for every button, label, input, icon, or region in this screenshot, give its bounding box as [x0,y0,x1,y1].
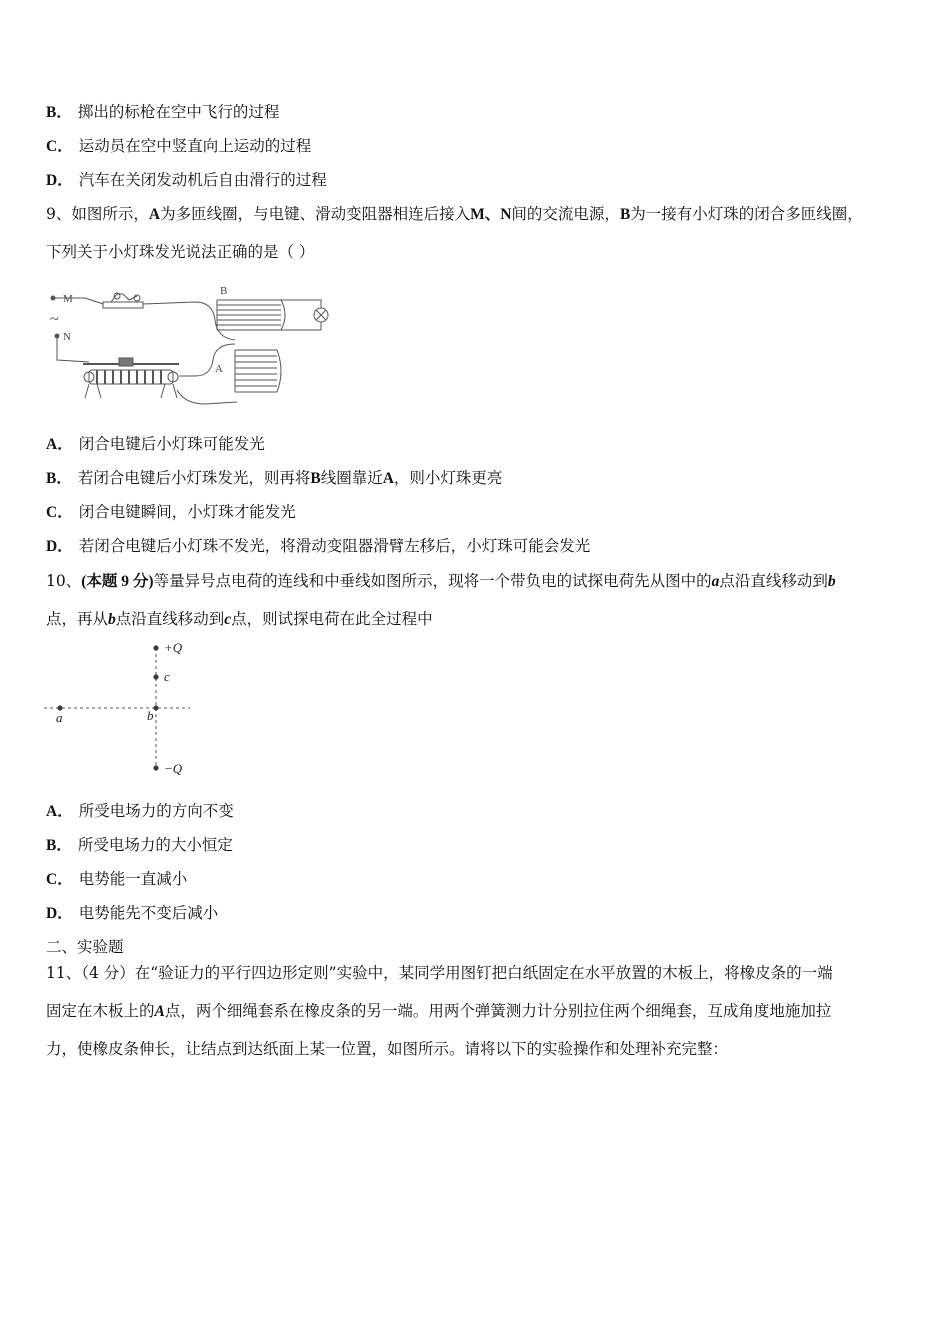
q9-option-c [46,502,296,523]
text: 二、实验题 [46,938,124,956]
option-letter: B． [46,104,72,121]
label-coil-a: A [215,363,223,375]
q10-option-b [46,835,233,856]
q9-option-b [46,468,502,489]
text: B [310,470,321,487]
option-text: 闭合电键后小灯珠可能发光 [78,435,265,453]
q11-stem-line1 [46,963,833,983]
option-letter: D． [46,538,73,555]
coil-b [217,300,285,330]
label-m: M [63,293,73,305]
text: ，则小灯珠更亮 [393,469,503,487]
q10-stem-line2 [46,609,433,630]
text: 点，两个细绳套系在橡皮条的另一端。用两个弹簧测力计分别拉住两个细绳套，互成角度地施加拉 [164,1002,832,1020]
text: 固定在木板上的 [46,1002,155,1020]
q11-stem-line2 [46,1001,831,1022]
option-text: 掷出的标枪在空中飞行的过程 [77,103,280,121]
text: B [619,206,631,223]
label-n: N [63,331,71,343]
q8-option-b [46,102,279,123]
text: 点，则试探电荷在此全过程中 [231,610,433,628]
text: 为一接有小灯珠的闭合多匝线圈， [630,205,863,223]
option-text: 若闭合电键后小灯珠不发光，将滑动变阻器滑臂左移后，小灯珠可能会发光 [78,537,591,555]
text: 点，再从 [46,610,109,628]
rheostat [83,358,179,398]
option-text: 汽车在关闭发动机后自由滑行的过程 [78,171,327,189]
coil-a [235,350,281,392]
q9-option-a [46,434,265,455]
text: b [827,573,836,590]
option-text: 运动员在空中竖直向上运动的过程 [78,137,312,155]
q11-stem-line3 [46,1039,728,1059]
option-letter: B． [46,470,72,487]
option-letter: A． [46,803,73,820]
text: 下列关于小灯珠发光说法正确的是（ ） [46,243,315,261]
text: 10、 [46,572,82,590]
text: A [382,470,394,487]
option-text: 电势能一直减小 [78,870,188,888]
text: 力，使橡皮条伸长，让结点到达纸面上某一位置，如图所示。请将以下的实验操作和处理补充完整： [46,1040,729,1058]
ac-source-symbol: ~ [50,311,59,328]
text: 点沿直线移动到 [115,610,225,628]
option-letter: C． [46,871,73,888]
text: A [148,206,161,223]
text: 点沿直线移动到 [719,572,828,590]
q10-option-c [46,869,187,890]
text: 若闭合电键后小灯珠发光，则再将 [77,469,311,487]
q10-option-d [46,903,218,924]
point-c [154,675,158,679]
text: 等量异号点电荷的连线和中垂线如图所示，现将一个带负电的试探电荷先从图中的 [153,572,712,590]
text: 为多匝线圈，与电键、滑动变阻器相连后接入 [160,205,471,223]
label-c: c [164,669,170,684]
q8-option-d [46,170,327,191]
point-plus-q [154,646,158,650]
text: M、N [470,206,512,223]
q9-circuit-figure [45,280,345,415]
q9-option-d [46,536,590,557]
terminal-m [51,296,55,300]
option-letter: B． [46,837,72,854]
text: 间的交流电源， [511,205,620,223]
text: a [711,573,720,590]
option-text: 所受电场力的方向不变 [78,802,234,820]
q10-option-a [46,801,234,822]
q10-charge-figure [40,636,200,784]
option-letter: D． [46,172,73,189]
point-b [154,706,158,710]
option-text: 电势能先不变后减小 [78,904,219,922]
score: (本题 9 分) [81,573,154,590]
option-text: 闭合电键瞬间，小灯珠才能发光 [78,503,296,521]
option-text: 所受电场力的大小恒定 [77,836,233,854]
option-letter: C． [46,504,73,521]
point-minus-q [154,766,158,770]
text: 9、如图所示， [46,205,149,223]
label-coil-b: B [220,285,228,297]
option-letter: D． [46,905,73,922]
option-letter: C． [46,138,73,155]
section-title [46,937,124,957]
text: A [154,1003,165,1020]
label-a: a [56,710,63,725]
label-minus-q: −Q [164,761,183,776]
text: 线圈靠近 [320,469,383,487]
text: c [224,611,232,628]
label-plus-q: +Q [164,640,183,655]
label-b: b [147,708,154,723]
option-letter: A． [46,436,73,453]
q9-stem-line1 [46,204,863,225]
q9-stem-line2 [46,242,314,262]
text: 11、（4 分）在“验证力的平行四边形定则”实验中，某同学用图钉把白纸固定在水平放置的木板上，将橡皮条的一端 [46,964,833,982]
q10-stem-line1 [46,571,836,592]
text: b [108,611,116,628]
terminal-n [55,334,59,338]
switch-base [103,302,143,308]
q8-option-c [46,136,311,157]
